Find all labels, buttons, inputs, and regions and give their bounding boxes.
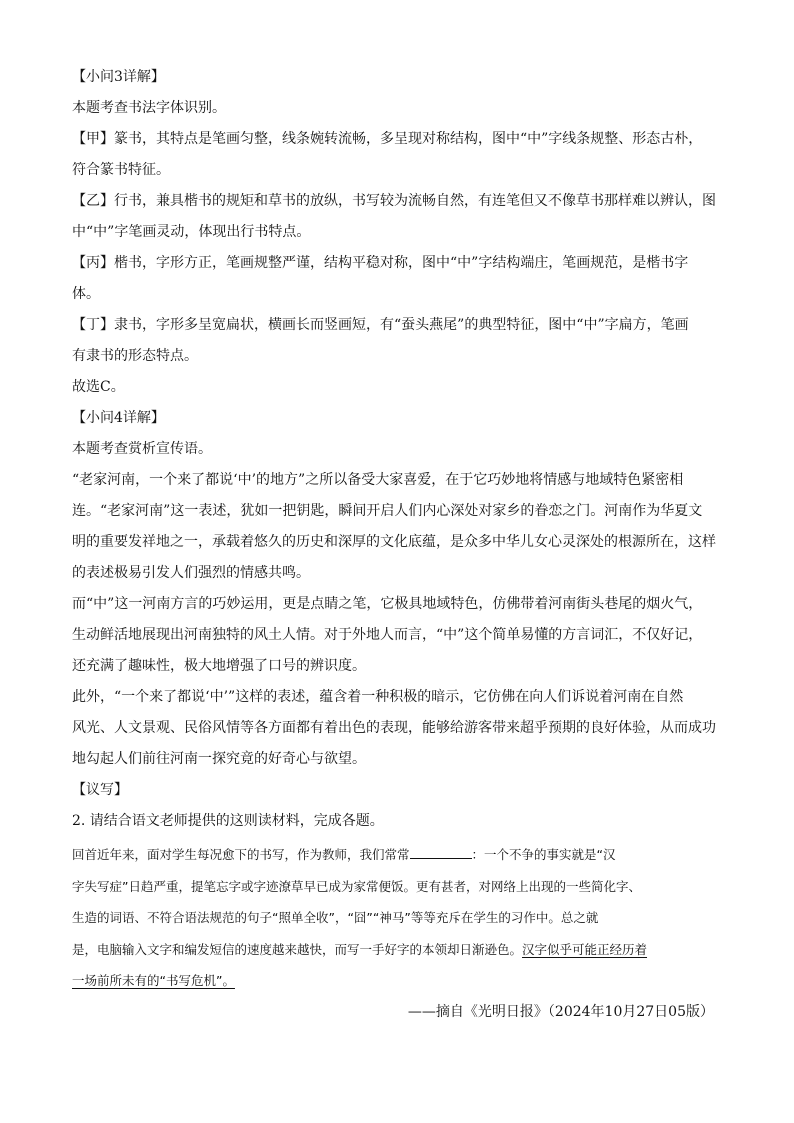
source-citation: ——摘自《光明日报》（2024年10月27日05版） xyxy=(407,1003,714,1020)
quote-text: 回首近年来，面对学生每况愈下的书写，作为教师，我们常常 xyxy=(72,847,410,862)
paragraph-line: 连。“老家河南”这一表述，犹如一把钥匙，瞬间开启人们内心深处对家乡的眷恋之门。河南作为华夏文 xyxy=(72,503,703,519)
quote-text: 是，电脑输入文字和编发短信的速度越来越快，而写一手好字的本领却日渐逊色。 xyxy=(72,941,523,957)
yixie-heading: 【议写】 xyxy=(72,782,128,798)
paragraph-line: 本题考查书法字体识别。 xyxy=(72,100,226,116)
paragraph-line: 中“中”字笔画灵动，体现出行书特点。 xyxy=(72,224,311,240)
reading-material xyxy=(72,839,720,997)
quote-line xyxy=(72,839,720,871)
paragraph-line: 【甲】篆书，其特点是笔画匀整，线条婉转流畅，多呈现对称结构，图中“中”字线条规整、形态古朴， xyxy=(72,131,703,147)
paragraph-line: 【丙】楷书，字形方正，笔画规整严谨，结构平稳对称，图中“中”字结构端庄，笔画规范，是楷书字 xyxy=(72,255,689,271)
section3-heading: 【小问3详解】 xyxy=(72,69,165,85)
paragraph-line: 的表述极易引发人们强烈的情感共鸣。 xyxy=(72,565,310,581)
paragraph-line: 明的重要发祥地之一，承载着悠久的历史和深厚的文化底蕴，是众多中华儿女心灵深处的根源所在，这样 xyxy=(72,534,716,550)
underlined-text: 一场前所未有的“书写危机”。 xyxy=(72,973,235,988)
paragraph-line: 体。 xyxy=(72,286,100,302)
quote-line: 生造的词语、不符合语法规范的句子“照单全收”，“囧”“神马”等等充斥在学生的习作中。总之就 xyxy=(72,910,599,925)
quote-line xyxy=(72,934,720,966)
underlined-text: 汉字似乎可能正经历着 xyxy=(522,941,648,957)
paragraph-line: 有隶书的形态特点。 xyxy=(72,348,198,364)
paragraph-line: 此外，“一个来了都说‘中’”这样的表述，蕴含着一种积极的暗示，它仿佛在向人们诉说着河南在自然 xyxy=(72,689,684,705)
section4-heading: 【小问4详解】 xyxy=(72,410,165,426)
paragraph-line: 【丁】隶书，字形多呈宽扁状，横画长而竖画短，有“蚕头燕尾”的典型特征，图中“中”字扁方，笔画 xyxy=(72,317,689,333)
question-text: 2. 请结合语文老师提供的这则读材料，完成各题。 xyxy=(72,813,384,829)
paragraph-line: 还充满了趣味性，极大地增强了口号的辨识度。 xyxy=(72,658,366,674)
paragraph-line: 地勾起人们前往河南一探究竟的好奇心与欲望。 xyxy=(72,751,366,767)
answer-line: 故选C。 xyxy=(72,379,125,395)
paragraph-line: 生动鲜活地展现出河南独特的风土人情。对于外地人而言，“中”这个简单易懂的方言词汇，不仅好记， xyxy=(72,627,703,643)
paragraph-line: “老家河南，一个来了都说‘中’的地方”之所以备受大家喜爱，在于它巧妙地将情感与地域特色紧密相 xyxy=(72,472,684,488)
quote-line xyxy=(72,965,720,997)
quote-line: 字失写症”日趋严重，提笔忘字或字迹潦草早已成为家常便饭。更有甚者，对网络上出现的一些简化字、 xyxy=(72,878,641,894)
fill-in-blank[interactable] xyxy=(410,848,472,859)
quote-text: ：一个不争的事实就是“汉 xyxy=(471,847,616,862)
paragraph-line: 【乙】行书，兼具楷书的规矩和草书的放纵，书写较为流畅自然，有连笔但又不像草书那样难以辨认，图 xyxy=(72,193,716,209)
document-page xyxy=(72,62,720,1028)
paragraph-line: 风光、人文景观、民俗风情等各方面都有着出色的表现，能够给游客带来超乎预期的良好体验，从而成功 xyxy=(72,720,716,736)
paragraph-line: 本题考查赏析宣传语。 xyxy=(72,441,212,457)
paragraph-line: 而“中”这一河南方言的巧妙运用，更是点睛之笔，它极具地域特色，仿佛带着河南街头巷尾的烟火气， xyxy=(72,596,703,612)
paragraph-line: 符合篆书特征。 xyxy=(72,162,170,178)
